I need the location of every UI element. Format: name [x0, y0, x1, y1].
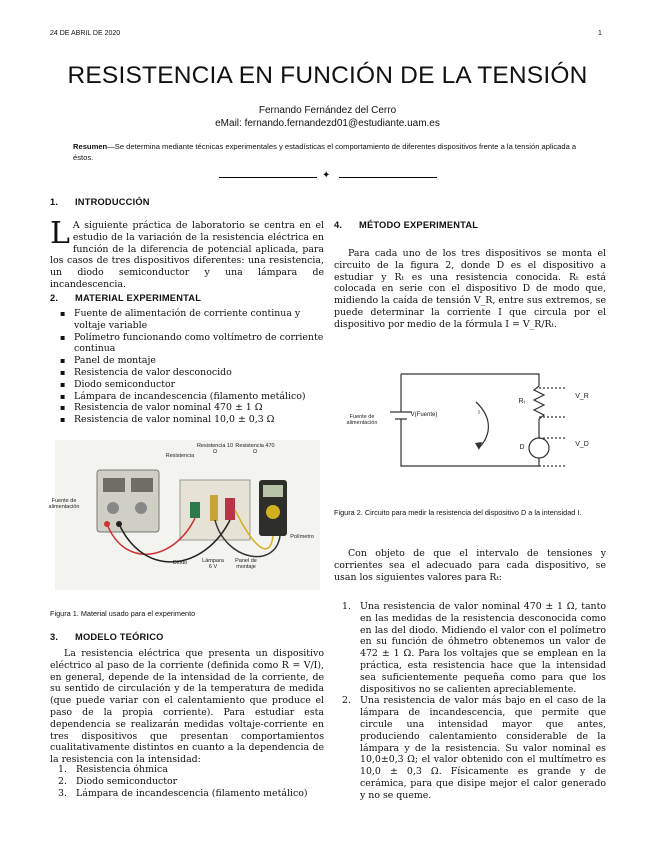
section-heading-intro: 1. INTRODUCCIÓN: [50, 197, 150, 207]
power-supply-display: [103, 478, 125, 492]
author-email: eMail: fernando.fernandezd01@estudiante.uam.es: [215, 118, 440, 129]
lab-equipment-illustration: [55, 440, 320, 590]
component: [210, 495, 218, 521]
list-item: 2. Diodo semiconductor: [58, 775, 178, 787]
circuit-label-d: D: [519, 444, 525, 451]
list-item: ▪ Polímetro funcionando como voltímetro de corriente continua: [50, 332, 324, 356]
knob: [135, 502, 147, 514]
label-resistencia: Resistencia: [165, 453, 195, 459]
method-paragraph: Para cada uno de los tres dispositivos se monta el circuito de la figura 2, donde D es el dispositivo a estudiar y Rₜ es una resistencia conocida. Rₜ está colocada en serie con el dispositivo D de modo que, midiendo la caída de tensión V_R, entre sus extremos, se puede determinar la corriente I que circula por el dispositivo por medio de la fórmula I = V_R/Rₜ.: [334, 248, 606, 330]
figure2-caption: Figura 2. Circuito para medir la resistencia del dispositivo D a la intensidad I.: [334, 508, 582, 517]
device-d: [529, 438, 549, 458]
intro-paragraph: L A siguiente práctica de laboratorio se centra en el estudio de la variación de la resistencia eléctrica en función de la diferencia de potencial aplicada, para los casos de tres dispositivos diferentes: una resistencia, un diodo semiconductor y una lámpara de incandescencia.: [50, 216, 324, 290]
label-diodo: Diodo: [172, 560, 188, 566]
list-item: ▪ Resistencia de valor desconocido: [50, 367, 324, 379]
abstract-text: —Se determina mediante técnicas experimentales y estadísticas el comportamiento de diferentes dispositivos frente a la tensión aplicada a éstos.: [73, 142, 577, 162]
terminal: [116, 521, 122, 527]
material-list: [50, 308, 324, 426]
paper-title: RESISTENCIA EN FUNCIÓN DE LA TENSIÓN: [67, 62, 588, 89]
power-supply-display: [131, 478, 153, 492]
theory-paragraph: La resistencia eléctrica que presenta un dispositivo eléctrico al paso de la corriente (definida como R = V/I), en general, depende de la intensidad de la corriente, de su sentido de circulación y de la temperatura de medida (que puede variar con el calentamiento que produce el paso de la propia corriente). Para estudiar esta dependencia se realizarán medidas voltaje-corriente en tres dispositivos que presentan comportamientos cualitativamente distintos en cuanto a la dependencia de la resistencia con la intensidad:: [50, 648, 324, 766]
label-fuente: Fuente de alimentación: [48, 498, 80, 510]
author-block: [0, 104, 655, 130]
component: [225, 498, 235, 520]
current-arrow: [476, 402, 488, 448]
component: [190, 502, 200, 518]
figure1-photo: [48, 440, 320, 590]
abstract-label: Resumen: [73, 142, 108, 151]
figure2-circuit: [334, 362, 606, 472]
section-heading-material: 2. MATERIAL EXPERIMENTAL: [50, 293, 202, 303]
resistor-rt: [534, 386, 544, 419]
label-resist10: Resistencia 10 Ω: [196, 443, 234, 455]
list-item: 2. Una resistencia de valor más bajo en el caso de la lámpara de incandescencia, que permite que circule una intensidad mayor que antes, produciendo calentamiento considerable de la lámpara y de la resistencia. Su valor nominal es 10,0±0,3 Ω; el valor obtenido con el multímetro es 10,0 ± 0,3 Ω. Físicamente es grande y de cerámica, para que disipe mejor el calor generado y no se queme.: [342, 695, 606, 801]
circuit-label-vr: V_R: [575, 393, 589, 400]
label-polimetro: Polímetro: [290, 534, 314, 540]
section-heading-theory: 3. MODELO TEÓRICO: [50, 632, 164, 642]
list-item: ▪ Panel de montaje: [50, 355, 324, 367]
divider-star-icon: ✦: [322, 170, 331, 181]
circuit-label-current: I: [478, 410, 480, 416]
list-item: ▪ Resistencia de valor nominal 470 ± 1 Ω: [50, 402, 324, 414]
list-item: 3. Lámpara de incandescencia (filamento metálico): [58, 787, 308, 799]
author-name: Fernando Fernández del Cerro: [258, 105, 397, 116]
circuit-label-vsource: V(Fuente): [410, 412, 438, 418]
multimeter-dial: [266, 505, 280, 519]
section-divider: [219, 172, 437, 182]
circuit-label-fuente: Fuente de alimentación: [346, 414, 378, 426]
resistor-values-list: [334, 601, 606, 802]
wire: [401, 374, 539, 386]
list-item: ▪ Lámpara de incandescencia (filamento metálico): [50, 391, 324, 403]
list-item: 1. Una resistencia de valor nominal 470 ± 1 Ω, tanto en las medidas de la resistencia desconocida como en las del diodo. Midiendo el valor con el polímetro en su función de óhmetro obtenemos un valor de 472 ± 1 Ω. Para los voltajes que se emplean en la práctica, esta resistencia hace que la intensidad sea suficientemente pequeña como para que los dispositivos no se calienten apreciablemente.: [342, 601, 606, 695]
knob: [107, 502, 119, 514]
list-item: ▪ Diodo semiconductor: [50, 379, 324, 391]
abstract: [73, 141, 578, 163]
circuit-label-rt: Rₜ: [518, 398, 526, 405]
header-page-number: 1: [598, 30, 602, 37]
multimeter-display: [263, 485, 283, 497]
list-item: ▪ Fuente de alimentación de corriente continua y voltaje variable: [50, 308, 324, 332]
method-paragraph-2: Con objeto de que el intervalo de tensiones y corrientes sea el adecuado para cada dispositivo, se usan los siguientes valores para Rₜ:: [334, 548, 606, 583]
list-item: ▪ Resistencia de valor nominal 10,0 ± 0,3 Ω: [50, 414, 324, 426]
dropcap-letter: L: [50, 216, 70, 251]
figure1-caption: Figura 1. Material usado para el experimento: [50, 609, 196, 618]
header-date: 24 DE ABRIL DE 2020: [50, 30, 121, 37]
circuit-label-vd: V_D: [575, 441, 589, 448]
list-item: 1. Resistencia óhmica: [58, 764, 168, 775]
label-lampara: Lámpara 6 V: [202, 558, 224, 570]
theory-list: [50, 764, 324, 799]
section-heading-method: 4. MÉTODO EXPERIMENTAL: [334, 220, 479, 230]
measurement-lead: [539, 388, 566, 466]
label-panel: Panel de montaje: [235, 558, 257, 570]
label-resist470: Resistencia 470 Ω: [235, 443, 275, 455]
